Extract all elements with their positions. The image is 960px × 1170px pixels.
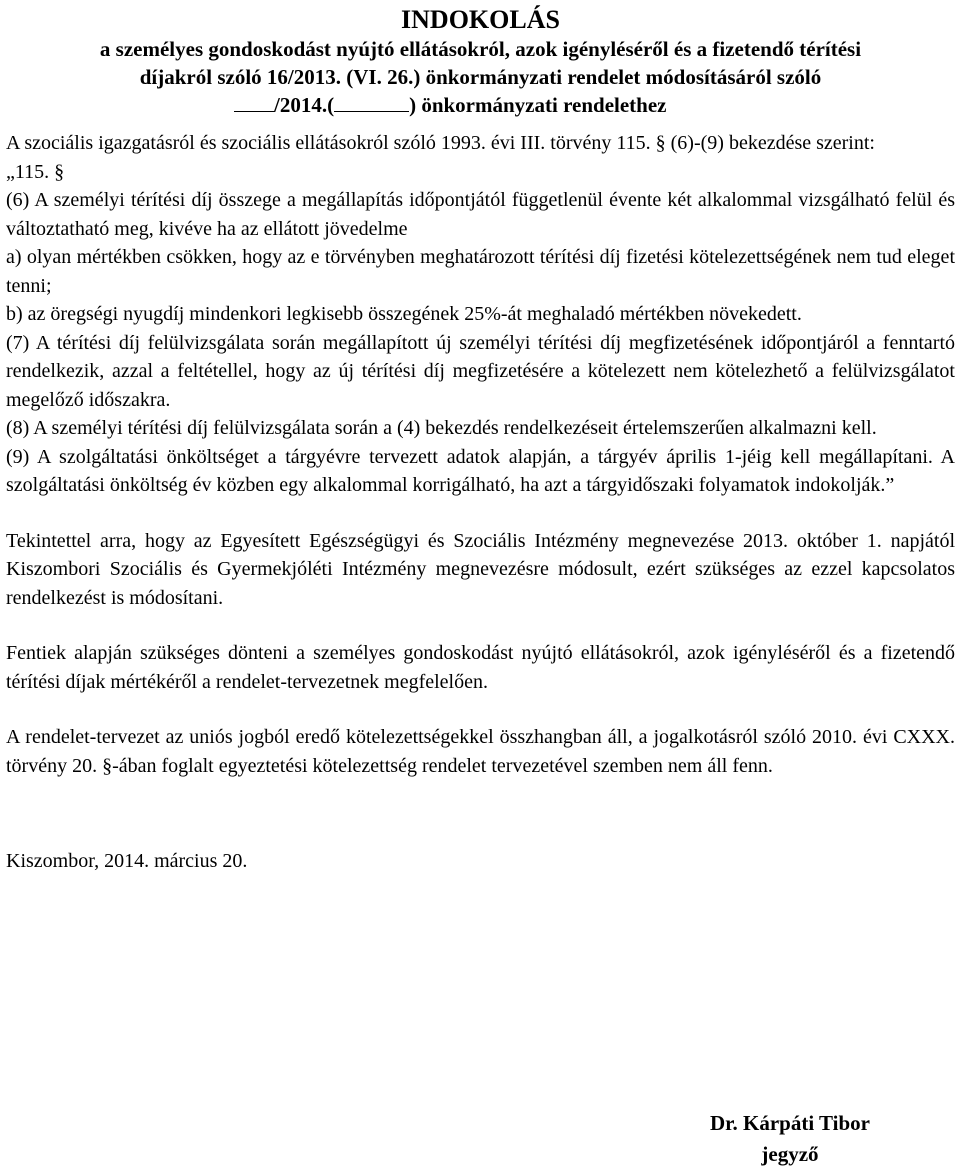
subtitle-line-3 [6,91,955,119]
subtitle-line-3a: /2014.( [274,93,335,117]
subtitle-line-2: díjakról szóló 16/2013. (VI. 26.) önkormányzati rendelet módosításáról szóló [139,65,822,89]
document-subtitle [6,35,955,119]
date-blank [334,93,409,112]
section-mark: „115. § [6,160,65,183]
signature-block [710,1108,870,1170]
signatory-role: jegyző [761,1142,819,1166]
eu-compliance-paragraph: A rendelet-tervezet az uniós jogból eredő kötelezettségekkel összhangban áll, a jogalkotásról szóló 2010. évi CXXX. törvény 20. §-ában foglalt egyeztetési kötelezettség rendelet tervezetével szemben nem áll fenn. [6,726,955,777]
paragraph-9: (9) A szolgáltatási önköltséget a tárgyévre tervezett adatok alapján, a tárgyév április 1-jéig kell megállapítani. A szolgáltatási önköltség év közben egy alkalommal korrigálható, ha azt a tárgyidőszaki folyamatok indokolják.” [6,445,955,496]
number-blank [234,93,274,112]
document-page [6,0,955,876]
subtitle-line-1: a személyes gondoskodást nyújtó ellátásokról, azok igényléséről és a fizetendő térítési [99,37,862,61]
document-title: INDOKOLÁS [401,5,560,34]
name-change-paragraph: Tekintettel arra, hogy az Egyesített Egészségügyi és Szociális Intézmény megnevezése 2013. október 1. napjától Kiszombori Szociális és Gyermekjóléti Intézmény megnevezésre módosult, ezért szükséges az ezzel kapcsolatos rendelkezést is módosítani. [6,529,955,609]
paragraph-6-a: a) olyan mértékben csökken, hogy az e törvényben meghatározott térítési díj fizetési kötelezettségének nem tud eleget tenni; [6,246,955,297]
paragraph-7: (7) A térítési díj felülvizsgálata során megállapított új személyi térítési díj megfizetésének időpontjáról a fenntartó rendelkezik, azzal a feltétellel, hogy az új térítési díj megfizetésére a kötelezett nem kötelezhető a felülvizsgálatot megelőző időszakra. [6,331,955,411]
paragraph-6: (6) A személyi térítési díj összege a megállapítás időpontjától függetlenül évente két alkalommal vizsgálható felül és változtatható meg, kivéve ha az ellátott jövedelme [6,189,955,240]
document-body [6,129,955,876]
decision-paragraph: Fentiek alapján szükséges dönteni a személyes gondoskodást nyújtó ellátásokról, azok igényléséről és a fizetendő térítési díjak mértékéről a rendelet-tervezetnek megfelelően. [6,642,955,693]
intro-paragraph: A szociális igazgatásról és szociális ellátásokról szóló 1993. évi III. törvény 115. § (6)-(9) bekezdése szerint: [6,132,875,154]
paragraph-8: (8) A személyi térítési díj felülvizsgálata során a (4) bekezdés rendelkezéseit értelemszerűen alkalmazni kell. [6,417,877,439]
subtitle-line-3b: ) önkormányzati rendelethez [409,93,667,117]
place-date: Kiszombor, 2014. március 20. [6,850,248,872]
paragraph-6-b: b) az öregségi nyugdíj mindenkori legkisebb összegének 25%-át meghaladó mértékben növekedett. [6,303,802,325]
signatory-name: Dr. Kárpáti Tibor [709,1111,870,1135]
